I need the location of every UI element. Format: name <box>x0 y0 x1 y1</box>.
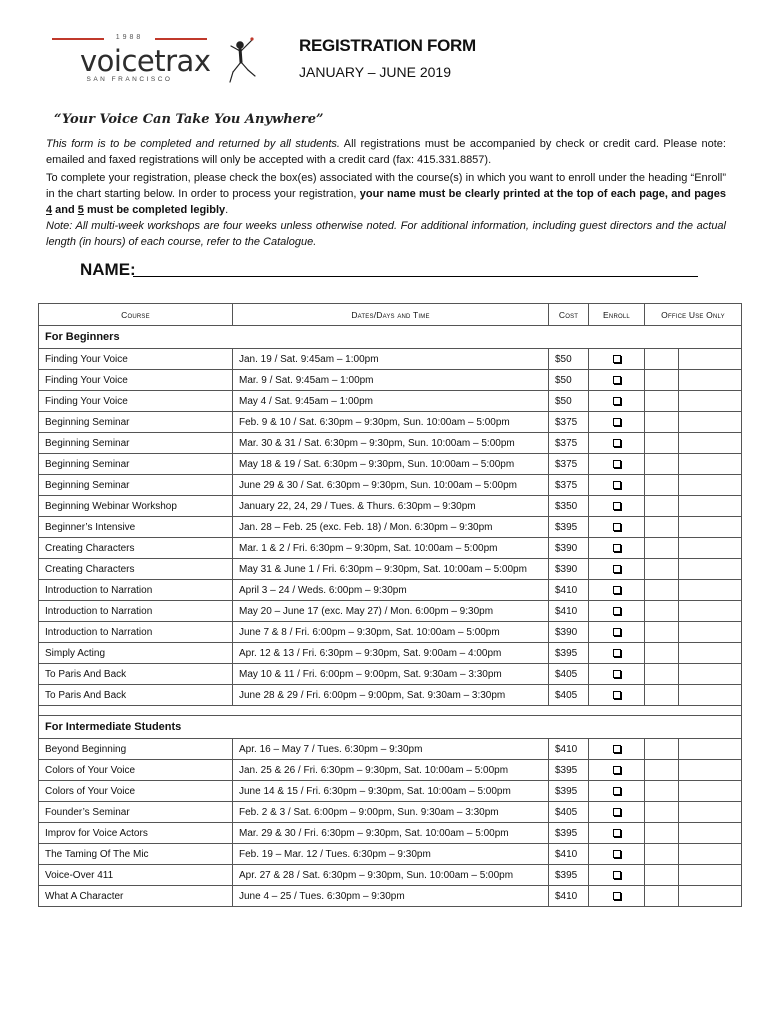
office-use-cell-1 <box>645 580 679 601</box>
office-use-cell-1 <box>645 601 679 622</box>
enroll-cell <box>589 580 645 601</box>
office-use-cell-2 <box>679 475 742 496</box>
table-row <box>39 844 742 865</box>
intro-italic: This form is to be completed and returned by all students. <box>46 138 340 150</box>
enroll-cell <box>589 886 645 907</box>
course-cost: $350 <box>549 496 589 517</box>
header-dates: Dates/Days and Time <box>233 304 549 326</box>
table-row <box>39 781 742 802</box>
table-row <box>39 475 742 496</box>
office-use-cell-2 <box>679 685 742 706</box>
course-name: Creating Characters <box>39 559 233 580</box>
intro-rest: All registrations must be accompanied by check or credit card. Please note: emailed and faxed registrations will only be accepted with a credit card (fax: 415.331.8857). <box>46 138 726 166</box>
section-title: For Intermediate Students <box>39 716 742 739</box>
course-cost: $375 <box>549 412 589 433</box>
office-use-cell-2 <box>679 760 742 781</box>
course-name: Introduction to Narration <box>39 622 233 643</box>
course-name: Beyond Beginning <box>39 739 233 760</box>
logo-rule-right <box>155 38 207 40</box>
course-name: Finding Your Voice <box>39 391 233 412</box>
enroll-checkbox[interactable] <box>613 544 621 552</box>
enroll-checkbox[interactable] <box>613 502 621 510</box>
table-header-row <box>39 304 742 326</box>
enroll-cell <box>589 370 645 391</box>
course-dates: Jan. 19 / Sat. 9:45am – 1:00pm <box>233 349 549 370</box>
office-use-cell-1 <box>645 781 679 802</box>
intro-note <box>46 218 726 250</box>
section-spacer <box>39 706 742 716</box>
course-name: Colors of Your Voice <box>39 781 233 802</box>
course-cost: $375 <box>549 433 589 454</box>
course-name: Introduction to Narration <box>39 601 233 622</box>
office-use-cell-1 <box>645 349 679 370</box>
course-cost: $395 <box>549 823 589 844</box>
office-use-cell-2 <box>679 349 742 370</box>
enroll-cell <box>589 643 645 664</box>
enroll-cell <box>589 760 645 781</box>
table-row <box>39 739 742 760</box>
p2-bold-2: must be completed legibly <box>83 204 226 216</box>
enroll-checkbox[interactable] <box>613 670 621 678</box>
table-row <box>39 391 742 412</box>
table-row <box>39 823 742 844</box>
course-cost: $405 <box>549 685 589 706</box>
course-dates: June 28 & 29 / Fri. 6:00pm – 9:00pm, Sat. 9:30am – 3:30pm <box>233 685 549 706</box>
enroll-cell <box>589 538 645 559</box>
course-name: Founder’s Seminar <box>39 802 233 823</box>
course-name: Finding Your Voice <box>39 349 233 370</box>
table-row <box>39 802 742 823</box>
enroll-checkbox[interactable] <box>613 565 621 573</box>
office-use-cell-2 <box>679 739 742 760</box>
course-dates: June 7 & 8 / Fri. 6:00pm – 9:30pm, Sat. 10:00am – 5:00pm <box>233 622 549 643</box>
p2-bold-1: your name must be clearly printed at the top of each page, and pages <box>359 188 726 200</box>
enroll-checkbox[interactable] <box>613 355 621 363</box>
course-dates: Mar. 1 & 2 / Fri. 6:30pm – 9:30pm, Sat. 10:00am – 5:00pm <box>233 538 549 559</box>
office-use-cell-1 <box>645 844 679 865</box>
course-dates: January 22, 24, 29 / Tues. & Thurs. 6:30pm – 9:30pm <box>233 496 549 517</box>
office-use-cell-2 <box>679 601 742 622</box>
enroll-checkbox[interactable] <box>613 439 621 447</box>
office-use-cell-2 <box>679 370 742 391</box>
enroll-cell <box>589 454 645 475</box>
office-use-cell-2 <box>679 433 742 454</box>
course-dates: May 4 / Sat. 9:45am – 1:00pm <box>233 391 549 412</box>
intro-paragraph-2 <box>46 170 726 218</box>
course-name: Beginner’s Intensive <box>39 517 233 538</box>
office-use-cell-1 <box>645 454 679 475</box>
office-use-cell-1 <box>645 664 679 685</box>
course-dates: May 31 & June 1 / Fri. 6:30pm – 9:30pm, Sat. 10:00am – 5:00pm <box>233 559 549 580</box>
header-enroll: Enroll <box>589 304 645 326</box>
enroll-cell <box>589 865 645 886</box>
course-name: The Taming Of The Mic <box>39 844 233 865</box>
table-row <box>39 664 742 685</box>
course-name: Beginning Webinar Workshop <box>39 496 233 517</box>
tagline: “Your Voice Can Take You Anywhere” <box>54 112 324 127</box>
enroll-checkbox[interactable] <box>613 397 621 405</box>
table-row <box>39 580 742 601</box>
enroll-cell <box>589 622 645 643</box>
p2-end: . <box>225 204 229 216</box>
office-use-cell-2 <box>679 580 742 601</box>
course-name: Introduction to Narration <box>39 580 233 601</box>
office-use-cell-1 <box>645 643 679 664</box>
office-use-cell-1 <box>645 412 679 433</box>
enroll-checkbox[interactable] <box>613 691 621 699</box>
office-use-cell-1 <box>645 622 679 643</box>
office-use-cell-2 <box>679 538 742 559</box>
course-cost: $390 <box>549 538 589 559</box>
section-header-row <box>39 716 742 739</box>
name-label: NAME: <box>80 260 136 279</box>
course-cost: $410 <box>549 601 589 622</box>
table-row <box>39 370 742 391</box>
office-use-cell-2 <box>679 781 742 802</box>
course-dates: June 14 & 15 / Fri. 6:30pm – 9:30pm, Sat. 10:00am – 5:00pm <box>233 781 549 802</box>
header-office-use: Office Use Only <box>645 304 742 326</box>
enroll-cell <box>589 496 645 517</box>
office-use-cell-1 <box>645 370 679 391</box>
course-name: Simply Acting <box>39 643 233 664</box>
office-use-cell-1 <box>645 685 679 706</box>
p2-page-b: 5 <box>77 204 84 216</box>
course-cost: $405 <box>549 664 589 685</box>
enroll-cell <box>589 475 645 496</box>
course-dates: June 4 – 25 / Tues. 6:30pm – 9:30pm <box>233 886 549 907</box>
course-name: Beginning Seminar <box>39 454 233 475</box>
enroll-cell <box>589 559 645 580</box>
course-dates: Jan. 25 & 26 / Fri. 6:30pm – 9:30pm, Sat. 10:00am – 5:00pm <box>233 760 549 781</box>
enroll-cell <box>589 601 645 622</box>
performer-figure-icon <box>226 36 258 88</box>
course-name: Improv for Voice Actors <box>39 823 233 844</box>
enroll-checkbox[interactable] <box>613 649 621 657</box>
office-use-cell-2 <box>679 802 742 823</box>
office-use-cell-1 <box>645 391 679 412</box>
office-use-cell-2 <box>679 844 742 865</box>
form-title: REGISTRATION FORM <box>299 36 476 55</box>
course-dates: May 10 & 11 / Fri. 6:00pm – 9:00pm, Sat. 9:30am – 3:30pm <box>233 664 549 685</box>
enroll-cell <box>589 739 645 760</box>
enroll-cell <box>589 781 645 802</box>
office-use-cell-2 <box>679 412 742 433</box>
office-use-cell-2 <box>679 886 742 907</box>
office-use-cell-1 <box>645 865 679 886</box>
course-name: What A Character <box>39 886 233 907</box>
enroll-cell <box>589 685 645 706</box>
course-cost: $410 <box>549 739 589 760</box>
table-row <box>39 601 742 622</box>
course-dates: May 20 – June 17 (exc. May 27) / Mon. 6:00pm – 9:30pm <box>233 601 549 622</box>
enroll-checkbox[interactable] <box>613 766 621 774</box>
course-dates: Feb. 19 – Mar. 12 / Tues. 6:30pm – 9:30pm <box>233 844 549 865</box>
enroll-checkbox[interactable] <box>613 745 621 753</box>
office-use-cell-2 <box>679 496 742 517</box>
course-dates: June 29 & 30 / Sat. 6:30pm – 9:30pm, Sun. 10:00am – 5:00pm <box>233 475 549 496</box>
office-use-cell-1 <box>645 739 679 760</box>
course-table-body <box>39 326 742 907</box>
course-cost: $405 <box>549 802 589 823</box>
course-dates: Jan. 28 – Feb. 25 (exc. Feb. 18) / Mon. 6:30pm – 9:30pm <box>233 517 549 538</box>
course-cost: $395 <box>549 865 589 886</box>
enroll-cell <box>589 664 645 685</box>
course-dates: May 18 & 19 / Sat. 6:30pm – 9:30pm, Sun. 10:00am – 5:00pm <box>233 454 549 475</box>
course-dates: Apr. 16 – May 7 / Tues. 6:30pm – 9:30pm <box>233 739 549 760</box>
office-use-cell-2 <box>679 454 742 475</box>
office-use-cell-1 <box>645 559 679 580</box>
enroll-cell <box>589 433 645 454</box>
course-cost: $390 <box>549 559 589 580</box>
office-use-cell-1 <box>645 760 679 781</box>
course-name: Beginning Seminar <box>39 433 233 454</box>
p2-start: To complete your registration, please check the box(es) associated with the course(s) in which you want to enroll under the heading “Enroll” in the chart starting below. In order to process your registration, <box>46 172 726 200</box>
intro-paragraph-1 <box>46 136 726 168</box>
course-dates: Feb. 2 & 3 / Sat. 6:00pm – 9:00pm, Sun. 9:30am – 3:30pm <box>233 802 549 823</box>
header-course: Course <box>39 304 233 326</box>
office-use-cell-2 <box>679 664 742 685</box>
office-use-cell-1 <box>645 886 679 907</box>
course-cost: $390 <box>549 622 589 643</box>
table-row <box>39 496 742 517</box>
course-cost: $410 <box>549 844 589 865</box>
office-use-cell-2 <box>679 865 742 886</box>
header-cost: Cost <box>549 304 589 326</box>
enroll-cell <box>589 802 645 823</box>
course-cost: $395 <box>549 760 589 781</box>
table-row <box>39 760 742 781</box>
course-cost: $395 <box>549 517 589 538</box>
enroll-checkbox[interactable] <box>613 586 621 594</box>
course-cost: $50 <box>549 391 589 412</box>
course-table <box>38 303 742 907</box>
table-row <box>39 517 742 538</box>
office-use-cell-1 <box>645 802 679 823</box>
enroll-checkbox[interactable] <box>613 628 621 636</box>
course-name: Creating Characters <box>39 538 233 559</box>
logo-city: SAN FRANCISCO <box>86 76 173 83</box>
p2-and: and <box>52 204 78 216</box>
office-use-cell-2 <box>679 643 742 664</box>
enroll-checkbox[interactable] <box>613 460 621 468</box>
enroll-cell <box>589 349 645 370</box>
section-title: For Beginners <box>39 326 742 349</box>
table-row <box>39 349 742 370</box>
office-use-cell-1 <box>645 823 679 844</box>
table-row <box>39 886 742 907</box>
course-cost: $410 <box>549 886 589 907</box>
office-use-cell-2 <box>679 622 742 643</box>
enroll-checkbox[interactable] <box>613 418 621 426</box>
enroll-cell <box>589 391 645 412</box>
office-use-cell-2 <box>679 559 742 580</box>
office-use-cell-1 <box>645 433 679 454</box>
table-row <box>39 412 742 433</box>
form-term: JANUARY – JUNE 2019 <box>299 64 451 80</box>
logo-wordmark: voicetrax <box>80 44 211 78</box>
table-row <box>39 685 742 706</box>
course-dates: Apr. 12 & 13 / Fri. 6:30pm – 9:30pm, Sat. 9:00am – 4:00pm <box>233 643 549 664</box>
enroll-checkbox[interactable] <box>613 607 621 615</box>
course-dates: Feb. 9 & 10 / Sat. 6:30pm – 9:30pm, Sun. 10:00am – 5:00pm <box>233 412 549 433</box>
enroll-checkbox[interactable] <box>613 871 621 879</box>
office-use-cell-2 <box>679 391 742 412</box>
course-dates: Apr. 27 & 28 / Sat. 6:30pm – 9:30pm, Sun. 10:00am – 5:00pm <box>233 865 549 886</box>
enroll-cell <box>589 412 645 433</box>
enroll-checkbox[interactable] <box>613 850 621 858</box>
course-dates: Mar. 29 & 30 / Fri. 6:30pm – 9:30pm, Sat. 10:00am – 5:00pm <box>233 823 549 844</box>
enroll-cell <box>589 844 645 865</box>
course-name: Beginning Seminar <box>39 412 233 433</box>
office-use-cell-2 <box>679 823 742 844</box>
table-row <box>39 454 742 475</box>
course-cost: $375 <box>549 475 589 496</box>
course-name: To Paris And Back <box>39 685 233 706</box>
enroll-checkbox[interactable] <box>613 808 621 816</box>
enroll-checkbox[interactable] <box>613 481 621 489</box>
office-use-cell-1 <box>645 538 679 559</box>
enroll-checkbox[interactable] <box>613 892 621 900</box>
enroll-cell <box>589 517 645 538</box>
office-use-cell-1 <box>645 496 679 517</box>
course-dates: Mar. 30 & 31 / Sat. 6:30pm – 9:30pm, Sun. 10:00am – 5:00pm <box>233 433 549 454</box>
table-row <box>39 643 742 664</box>
office-use-cell-1 <box>645 475 679 496</box>
course-cost: $410 <box>549 580 589 601</box>
table-row <box>39 538 742 559</box>
course-dates: April 3 – 24 / Weds. 6:00pm – 9:30pm <box>233 580 549 601</box>
voicetrax-logo <box>52 34 262 90</box>
course-cost: $50 <box>549 349 589 370</box>
office-use-cell-1 <box>645 517 679 538</box>
table-row <box>39 622 742 643</box>
enroll-cell <box>589 823 645 844</box>
office-use-cell-2 <box>679 517 742 538</box>
enroll-checkbox[interactable] <box>613 829 621 837</box>
enroll-checkbox[interactable] <box>613 787 621 795</box>
course-cost: $395 <box>549 643 589 664</box>
section-header-row <box>39 326 742 349</box>
logo-year: 1988 <box>115 34 144 41</box>
course-cost: $50 <box>549 370 589 391</box>
course-name: To Paris And Back <box>39 664 233 685</box>
course-cost: $395 <box>549 781 589 802</box>
intro-note-text: Note: All multi-week workshops are four weeks unless otherwise noted. For additional information, including guest directors and the actual length (in hours) of each course, refer to the Catalogue. <box>46 220 726 248</box>
table-row <box>39 865 742 886</box>
course-dates: Mar. 9 / Sat. 9:45am – 1:00pm <box>233 370 549 391</box>
enroll-checkbox[interactable] <box>613 376 621 384</box>
course-name: Finding Your Voice <box>39 370 233 391</box>
enroll-checkbox[interactable] <box>613 523 621 531</box>
course-name: Voice-Over 411 <box>39 865 233 886</box>
table-row <box>39 433 742 454</box>
name-field[interactable] <box>133 276 698 277</box>
p2-page-a: 4 <box>46 204 53 216</box>
table-row <box>39 559 742 580</box>
course-name: Colors of Your Voice <box>39 760 233 781</box>
course-name: Beginning Seminar <box>39 475 233 496</box>
course-cost: $375 <box>549 454 589 475</box>
